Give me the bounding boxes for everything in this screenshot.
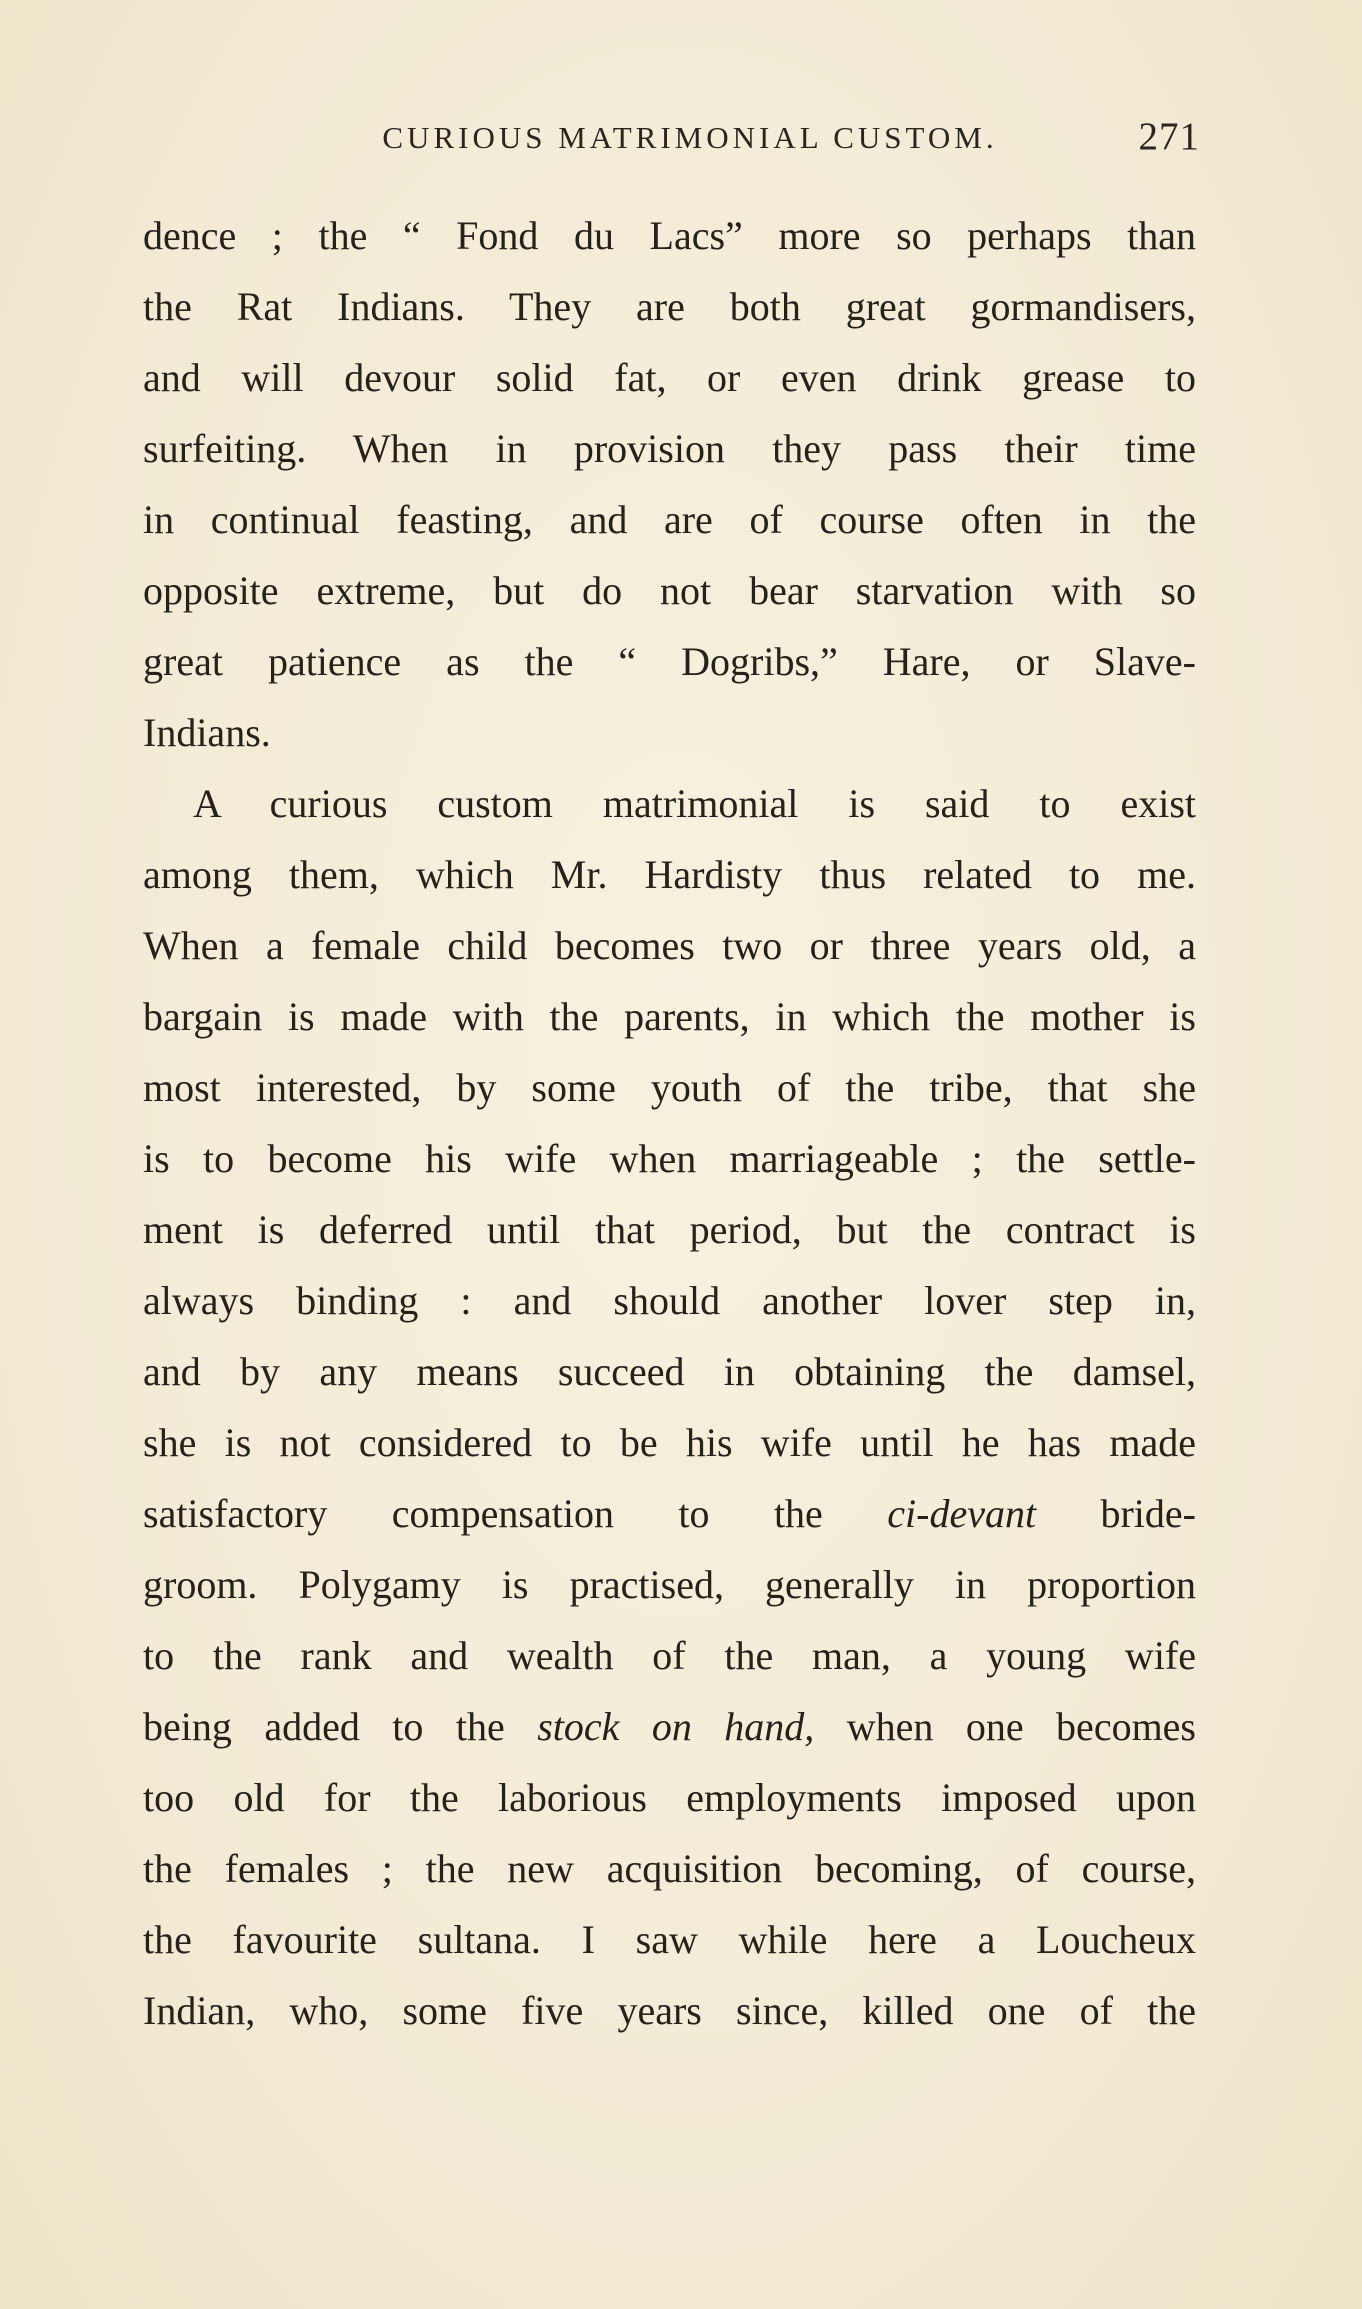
text-line: the favourite sultana. I saw while here a Loucheux [143, 1917, 1196, 1962]
text-line: she is not considered to be his wife until he has made [143, 1420, 1196, 1465]
text-line-with-italic [143, 1691, 1196, 1762]
text-line: groom. Polygamy is practised, generally in proportion [143, 1562, 1196, 1607]
text-line: and will devour solid fat, or even drink grease to [143, 355, 1196, 400]
text-line: opposite extreme, but do not bear starvation with so [143, 568, 1196, 613]
paragraph-start-line: A curious custom matrimonial is said to exist [193, 781, 1196, 826]
text-line: and by any means succeed in obtaining the damsel, [143, 1349, 1196, 1394]
text-line: great patience as the “ Dogribs,” Hare, or Slave- [143, 639, 1196, 684]
text-line-with-italic [143, 1478, 1196, 1549]
line-text-after: when one becomes [814, 1704, 1197, 1749]
text-line: among them, which Mr. Hardisty thus related to me. [143, 852, 1196, 897]
text-line: ment is deferred until that period, but the contract is [143, 1207, 1196, 1252]
text-line: to the rank and wealth of the man, a young wife [143, 1633, 1196, 1678]
italic-phrase: stock on hand, [537, 1704, 815, 1749]
italic-phrase: ci-devant [887, 1491, 1037, 1536]
text-line: dence ; the “ Fond du Lacs” more so perhaps than [143, 213, 1196, 258]
line-text-before: being added to the [143, 1704, 538, 1749]
text-line: the Rat Indians. They are both great gormandisers, [143, 284, 1196, 329]
line-text-after: bride- [1036, 1491, 1196, 1536]
body-text [143, 200, 1196, 2046]
text-line: in continual feasting, and are of course often in the [143, 497, 1196, 542]
paragraph-end-line: Indians. [143, 710, 271, 755]
text-line: the females ; the new acquisition becoming, of course, [143, 1846, 1196, 1891]
page-number: 271 [1138, 115, 1200, 158]
text-line: is to become his wife when marriageable ; the settle- [143, 1136, 1196, 1181]
line-text-before: satisfactory compensation to the [143, 1491, 888, 1536]
text-line: too old for the laborious employments imposed upon [143, 1775, 1196, 1820]
text-line: surfeiting. When in provision they pass their time [143, 426, 1196, 471]
running-title: CURIOUS MATRIMONIAL CUSTOM. [382, 120, 998, 155]
running-head [140, 110, 1200, 170]
text-line: most interested, by some youth of the tribe, that she [143, 1065, 1196, 1110]
text-line: bargain is made with the parents, in which the mother is [143, 994, 1196, 1039]
text-line: Indian, who, some five years since, killed one of the [143, 1988, 1196, 2033]
text-line: always binding : and should another lover step in, [143, 1278, 1196, 1323]
text-line: When a female child becomes two or three years old, a [143, 923, 1196, 968]
